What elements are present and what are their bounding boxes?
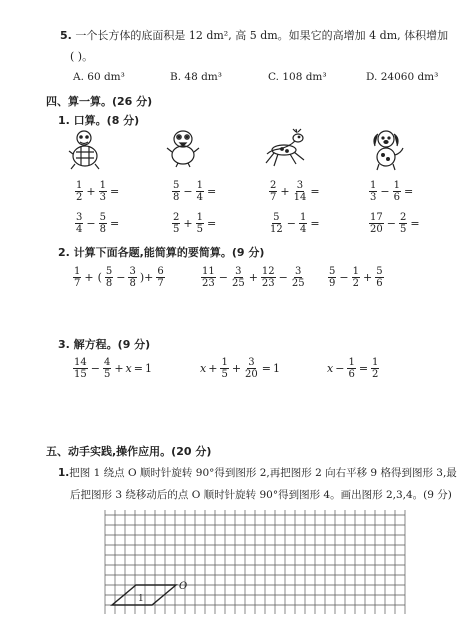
section4-part2-title: 2. 计算下面各题,能简算的要简算。(9 分) xyxy=(58,246,265,259)
figure-1-label: 1 xyxy=(138,594,144,604)
q5-line1 xyxy=(60,27,448,43)
oral-problem-4: $\frac{1}{3}$ − $\frac{1}{6}$ = xyxy=(370,180,414,203)
oral-problem-6: $\frac{2}{5}$ + $\frac{1}{5}$ = xyxy=(173,212,217,235)
oral-problem-5: $\frac{3}{4}$ − $\frac{5}{8}$ = xyxy=(76,212,120,235)
section4-part1-title: 1. 口算。(8 分) xyxy=(58,114,140,127)
calc-problem-1: $\frac{1}{7}$ + ( $\frac{5}{8}$ − $\frac{3}{8}$ )+ $\frac{6}{7}$ xyxy=(74,266,164,289)
q5-option-d: D. 24060 dm³ xyxy=(366,71,439,83)
calc-problem-3: $\frac{5}{9}$ − $\frac{1}{2}$ + $\frac{5}{6}$ xyxy=(329,266,383,289)
q5-option-a: A. 60 dm³ xyxy=(73,71,125,83)
oral-problem-7: $\frac{5}{12}$ − $\frac{1}{4}$ = xyxy=(270,212,320,235)
section5-q1-line2: 后把图形 3 绕移动后的点 O 顺时针旋转 90°得到图形 4。画出图形 2,3,4。(9 分) xyxy=(70,489,452,501)
section4-title: 四、算一算。(26 分) xyxy=(46,95,153,108)
deer-icon xyxy=(262,128,310,170)
drawing-grid xyxy=(104,510,406,614)
equation-1: $\frac{14}{15}$ − $\frac{4}{5}$ + x = 1 xyxy=(74,357,152,380)
q5-number: 5. xyxy=(60,29,72,42)
oral-problem-8: $\frac{17}{20}$ − $\frac{2}{5}$ = xyxy=(370,212,420,235)
dog-icon xyxy=(366,128,406,172)
bird-icon xyxy=(166,128,200,168)
q5-line2: ( )。 xyxy=(70,50,94,63)
oral-problem-3: $\frac{2}{7}$ + $\frac{3}{14}$ = xyxy=(270,180,320,203)
section5-q1-line1: 1.把图 1 绕点 O 顺时针旋转 90°得到图形 2,再把图形 2 向右平移 9 格得到图形 3,最 xyxy=(58,467,457,479)
equation-3: x − $\frac{1}{6}$ = $\frac{1}{2}$ xyxy=(327,357,379,380)
calc-problem-2: $\frac{11}{23}$ − $\frac{3}{25}$ + $\frac{12}{23}$ − $\frac{3}{25}$ xyxy=(202,266,305,289)
section5-q1-number: 1. xyxy=(58,467,70,479)
q5-option-c: C. 108 dm³ xyxy=(268,71,327,83)
turtle-icon xyxy=(68,128,104,172)
q5-text: 一个长方体的底面积是 12 dm², 高 5 dm。如果它的高增加 4 dm, 体积增加 xyxy=(75,29,449,42)
q5-option-b: B. 48 dm³ xyxy=(170,71,222,83)
equation-2: x + $\frac{1}{5}$ + $\frac{3}{20}$ = 1 xyxy=(200,357,280,380)
section4-part3-title: 3. 解方程。(9 分) xyxy=(58,338,151,351)
oral-problem-1: $\frac{1}{2}$ + $\frac{1}{3}$ = xyxy=(76,180,120,203)
oral-problem-2: $\frac{5}{8}$ − $\frac{1}{4}$ = xyxy=(173,180,217,203)
point-o-label: O xyxy=(179,581,188,592)
section5-title: 五、动手实践,操作应用。(20 分) xyxy=(46,445,212,458)
